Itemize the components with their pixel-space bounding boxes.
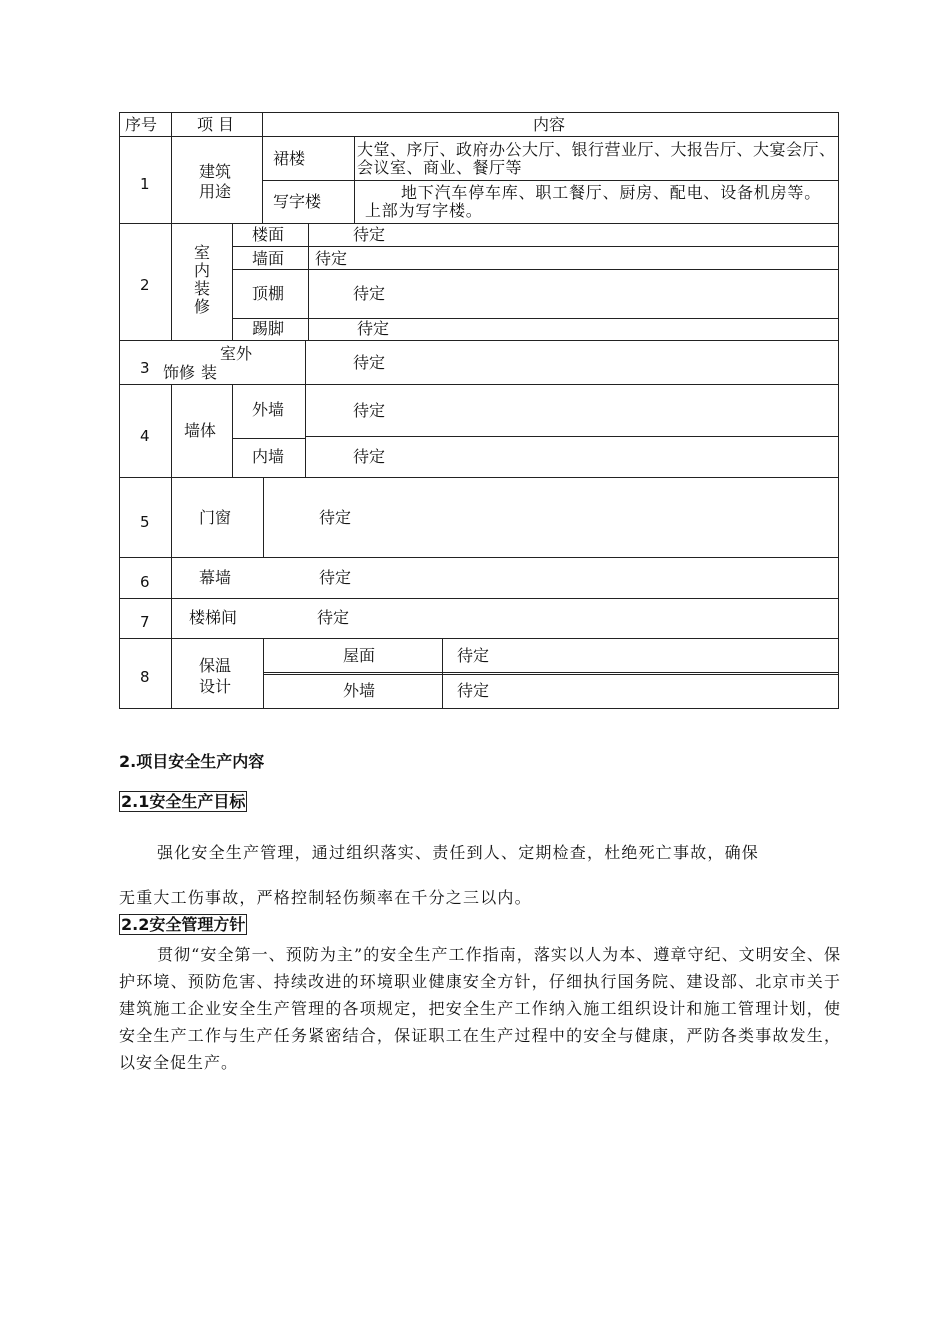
row2-sub1-label: 楼面 bbox=[252, 225, 285, 244]
row1-seq: 1 bbox=[140, 175, 150, 193]
row1-sub2-text: 地下汽车停车库、职工餐厅、厨房、配电、设备机房等。上部为写字楼。 bbox=[365, 183, 822, 220]
row3-text: 待定 bbox=[353, 353, 386, 372]
row2-sub2-text: 待定 bbox=[315, 249, 348, 268]
row8-sub1-text: 待定 bbox=[457, 646, 490, 665]
row3-item-a: 室外 bbox=[220, 344, 253, 363]
row2-item: 室内装修 bbox=[193, 243, 210, 316]
row5-text: 待定 bbox=[319, 508, 352, 527]
header-seq: 序号 bbox=[125, 115, 158, 134]
row2-sub3-text: 待定 bbox=[353, 284, 386, 303]
row3-seq: 3 bbox=[140, 359, 150, 377]
section-2-title: 2.项目安全生产内容 bbox=[119, 752, 265, 771]
row5-item: 门窗 bbox=[199, 508, 232, 527]
row8-seq: 8 bbox=[140, 668, 150, 686]
row4-seq: 4 bbox=[140, 427, 150, 445]
row4-sub1-label: 外墙 bbox=[252, 400, 285, 419]
row6-text: 待定 bbox=[319, 568, 352, 587]
row3-item-b: 饰修 bbox=[163, 363, 196, 382]
row4-sub2-label: 内墙 bbox=[252, 447, 285, 466]
row8-sub1-label: 屋面 bbox=[343, 646, 376, 665]
row7-item: 楼梯间 bbox=[189, 608, 238, 627]
header-item: 项目 bbox=[197, 115, 240, 134]
row4-item: 墙体 bbox=[184, 421, 217, 440]
row1-sub2-label: 写字楼 bbox=[273, 192, 322, 211]
row2-sub3-label: 顶棚 bbox=[252, 284, 285, 303]
row4-sub2-text: 待定 bbox=[353, 447, 386, 466]
row3-item-c: 装 bbox=[201, 363, 218, 382]
section-2-2-para: 贯彻“安全第一、预防为主”的安全生产工作指南，落实以人为本、遵章守纪、文明安全、保护环境、预防危害、持续改进的环境职业健康安全方针，仔细执行国务院、建设部、北京市关于建筑施工企业安全生产管理的各项规定，把安全生产工作纳入施工组织设计和施工管理计划，使安全生产工作与生产任务紧密结合，保证职工在生产过程中的安全与健康，严防各类事故发生，以安全促生产。 bbox=[119, 945, 841, 1072]
row2-sub4-label: 踢脚 bbox=[252, 319, 285, 338]
header-content: 内容 bbox=[533, 115, 566, 134]
row7-seq: 7 bbox=[140, 613, 150, 631]
row8-sub2-text: 待定 bbox=[457, 681, 490, 700]
section-2-1-title: 2.1安全生产目标 bbox=[121, 792, 246, 811]
row1-item: 建筑 用途 bbox=[199, 162, 232, 201]
row8-sub2-label: 外墙 bbox=[343, 681, 376, 700]
row6-seq: 6 bbox=[140, 573, 150, 591]
row2-sub4-text: 待定 bbox=[357, 319, 390, 338]
section-2-1-para-line1: 强化安全生产管理，通过组织落实、责任到人、定期检查，杜绝死亡事故，确保 bbox=[157, 843, 760, 862]
row6-item: 幕墙 bbox=[199, 568, 232, 587]
section-2-2-title: 2.2安全管理方针 bbox=[121, 915, 246, 934]
row2-sub1-text: 待定 bbox=[353, 225, 386, 244]
section-2-1-para-line2: 无重大工伤事故，严格控制轻伤频率在千分之三以内。 bbox=[119, 888, 532, 907]
row4-sub1-text: 待定 bbox=[353, 401, 386, 420]
row8-item: 保温 设计 bbox=[199, 656, 232, 696]
row7-text: 待定 bbox=[317, 608, 350, 627]
row2-sub2-label: 墙面 bbox=[252, 249, 285, 268]
row5-seq: 5 bbox=[140, 513, 150, 531]
row2-seq: 2 bbox=[140, 276, 150, 294]
row1-sub1-text: 大堂、序厅、政府办公大厅、银行营业厅、大报告厅、大宴会厅、会议室、商业、餐厅等 bbox=[357, 140, 836, 177]
row1-sub1-label: 裙楼 bbox=[273, 149, 306, 168]
